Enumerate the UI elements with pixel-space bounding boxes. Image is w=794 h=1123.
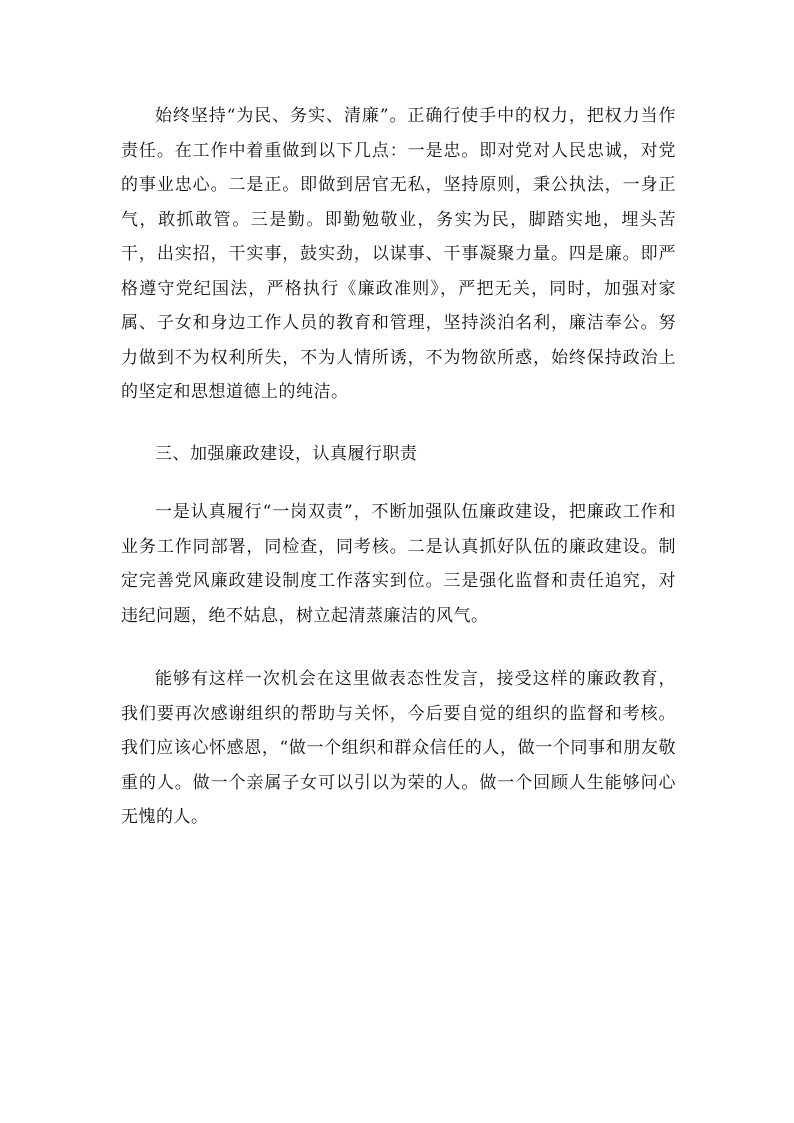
document-body <box>121 99 676 835</box>
paragraph-responsibilities: 一是认真履行“一岗双责”，不断加强队伍廉政建设，把廉政工作和业务工作同部署，同检查，同考核。二是认真抓好队伍的廉政建设。制定完善党风廉政建设制度工作落实到位。三是强化监督和责任追究，对违纪问题，绝不姑息，树立起清蒸廉洁的风气。 <box>121 502 676 626</box>
paragraph-closing-statement: 能够有这样一次机会在这里做表态性发言，接受这样的廉政教育，我们要再次感谢组织的帮助与关怀，今后要自觉的组织的监督和考核。我们应该心怀感恩，“做一个组织和群众信任的人，做一个同事和朋友敬重的人。做一个亲属子女可以引以为荣的人。做一个回顾人生能够问心无愧的人。 <box>121 669 676 827</box>
paragraph-integrity-principles: 始终坚持“为民、务实、清廉”。正确行使手中的权力，把权力当作责任。在工作中着重做到以下几点：一是忠。即对党对人民忠诚，对党的事业忠心。二是正。即做到居官无私，坚持原则，秉公执法，一身正气，敢抓敢管。三是勤。即勤勉敬业，务实为民，脚踏实地，埋头苦干，出实招，干实事，鼓实劲，以谋事、干事凝聚力量。四是廉。即严格遵守党纪国法，严格执行《廉政准则》，严把无关，同时，加强对家属、子女和身边工作人员的教育和管理，坚持淡泊名利，廉洁奉公。努力做到不为权利所失，不为人情所诱，不为物欲所惑，始终保持政治上的坚定和思想道德上的纯洁。 <box>121 106 676 402</box>
section-heading: 三、加强廉政建设，认真履行职责 <box>155 443 418 464</box>
